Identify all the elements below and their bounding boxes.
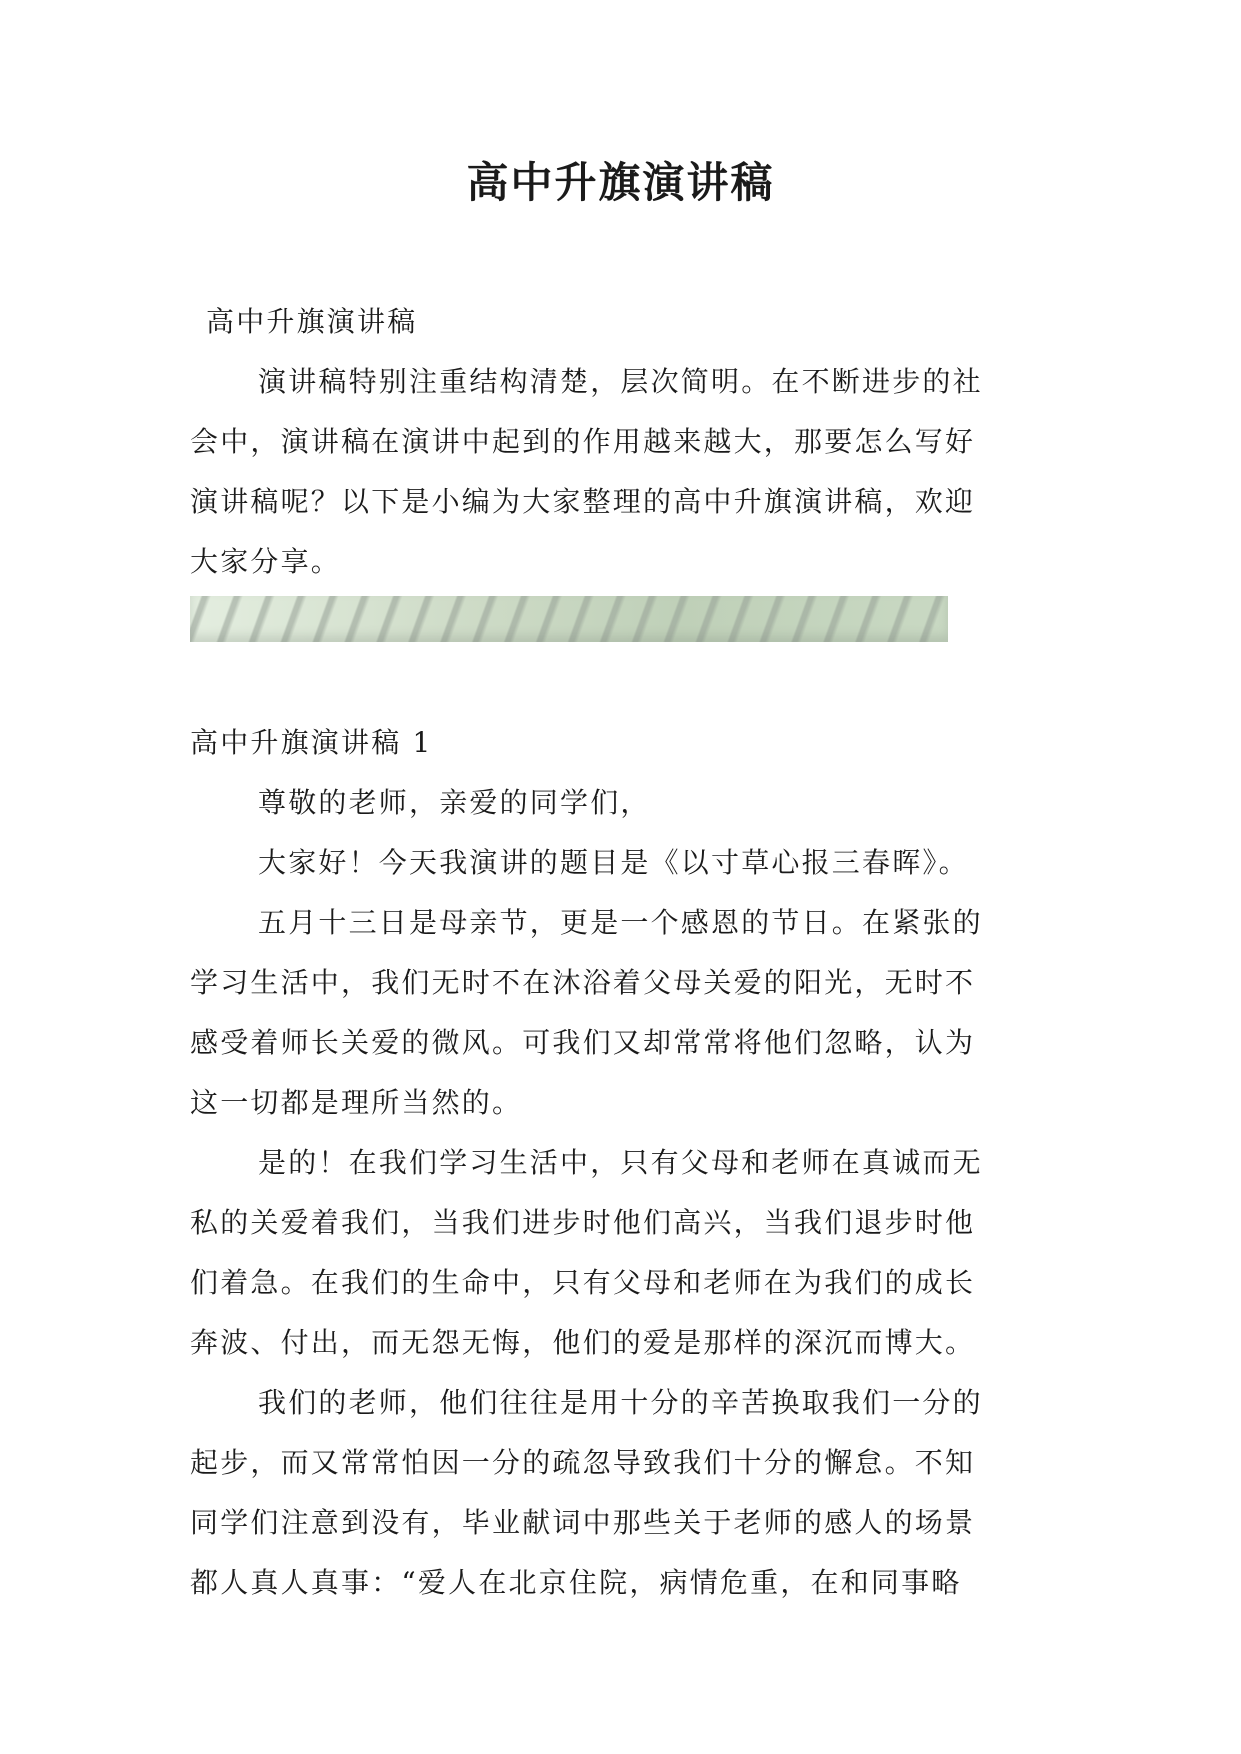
document-title: 高中升旗演讲稿 <box>466 158 775 207</box>
body-line: 奔波、付出，而无怨无悔，他们的爱是那样的深沉而博大。 <box>190 1326 976 1359</box>
section-heading: 高中升旗演讲稿 1 <box>190 726 433 759</box>
body-line: 我们的老师，他们往往是用十分的辛苦换取我们一分的 <box>258 1386 983 1419</box>
body-line: 学习生活中，我们无时不在沐浴着父母关爱的阳光，无时不 <box>190 966 976 999</box>
body-line: 私的关爱着我们，当我们进步时他们高兴，当我们退步时他 <box>190 1206 976 1239</box>
body-line: 大家好！今天我演讲的题目是《以寸草心报三春晖》。 <box>258 846 969 879</box>
intro-line: 会中，演讲稿在演讲中起到的作用越来越大，那要怎么写好 <box>190 425 976 458</box>
body-line: 尊敬的老师，亲爱的同学们， <box>258 786 651 819</box>
body-line: 们着急。在我们的生命中，只有父母和老师在为我们的成长 <box>190 1266 976 1299</box>
body-line: 感受着师长关爱的微风。可我们又却常常将他们忽略，认为 <box>190 1026 976 1059</box>
intro-line: 大家分享。 <box>190 545 342 578</box>
body-line: 同学们注意到没有，毕业献词中那些关于老师的感人的场景 <box>190 1506 976 1539</box>
document-body <box>190 292 1070 1613</box>
body-line: 这一切都是理所当然的。 <box>190 1086 523 1119</box>
document-subtitle: 高中升旗演讲稿 <box>206 305 418 338</box>
body-line: 五月十三日是母亲节，更是一个感恩的节日。在紧张的 <box>258 906 983 939</box>
intro-line: 演讲稿特别注重结构清楚，层次简明。在不断进步的社 <box>258 365 983 398</box>
decorative-banner-image <box>190 596 948 642</box>
body-line: 都人真人真事：“爱人在北京住院，病情危重，在和同事略 <box>190 1566 962 1599</box>
body-line: 起步，而又常常怕因一分的疏忽导致我们十分的懈怠。不知 <box>190 1446 976 1479</box>
body-line: 是的！在我们学习生活中，只有父母和老师在真诚而无 <box>258 1146 983 1179</box>
intro-line: 演讲稿呢？以下是小编为大家整理的高中升旗演讲稿，欢迎 <box>190 485 976 518</box>
section-spacer <box>190 642 1070 713</box>
